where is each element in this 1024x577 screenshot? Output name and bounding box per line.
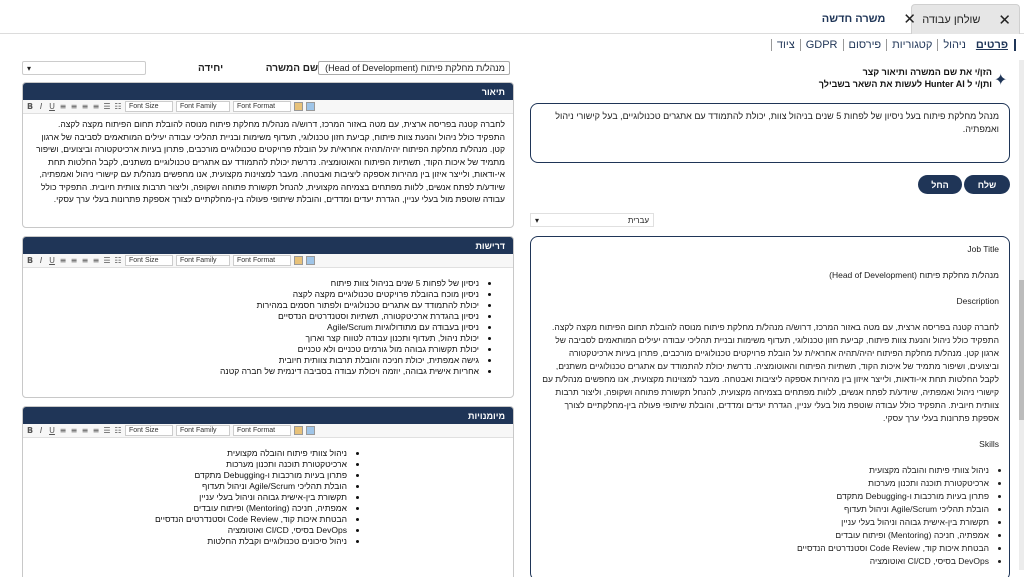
sparkle-icon: ✦ (994, 70, 1008, 89)
tab-new-job-label: משרה חדשה (821, 13, 886, 25)
unit-select[interactable] (22, 61, 146, 75)
tab-management[interactable]: ניהול (937, 39, 971, 51)
list-item: • הובלת תהליכי Agile/Scrum וניהול תעדוף (29, 481, 347, 492)
output-skills-label: Skills (979, 439, 999, 449)
tab-gdpr[interactable]: GDPR (800, 39, 843, 51)
skills-list (29, 448, 373, 547)
align-left-icon[interactable]: ≡ (59, 102, 67, 111)
list-item: • גישה אמפתית, יכולת חניכה והובלת תרבות צוותית חיובית (29, 355, 479, 366)
align-right-icon[interactable]: ≡ (81, 426, 89, 435)
editor-toolbar (23, 254, 513, 268)
job-name-label: שם המשרה (265, 62, 318, 74)
font-size-select[interactable]: Font Size (125, 101, 173, 112)
align-center-icon[interactable]: ≡ (70, 102, 78, 111)
ai-instructions (819, 66, 992, 90)
list-item: • הבטחת איכות קוד, Code Review וסטנדרטים הנדסיים (29, 514, 347, 525)
italic-icon[interactable]: I (39, 256, 43, 265)
underline-icon[interactable]: U (49, 256, 55, 265)
align-right-icon[interactable]: ≡ (81, 102, 89, 111)
output-title-value: מנהל/ת מחלקת פיתוח (Head of Development) (829, 270, 999, 280)
bullet-list-icon[interactable]: ☰ (103, 256, 111, 265)
number-list-icon[interactable]: ☷ (114, 426, 122, 435)
justify-icon[interactable]: ≡ (92, 256, 100, 265)
color-picker-icon[interactable] (294, 256, 303, 265)
font-family-select[interactable]: Font Family (176, 101, 230, 112)
list-item: • אחריות אישית גבוהה, יוזמה ויכולת עבודה בסביבה דינמית של חברה קטנה (29, 366, 479, 377)
description-title: תיאור (23, 83, 513, 100)
list-item: • ניהול צוותי פיתוח והובלה מקצועית (29, 448, 347, 459)
list-item: • ניהול צוותי פיתוח והובלה מקצועית (541, 464, 989, 477)
list-item: • הובלת תהליכי Agile/Scrum וניהול תעדוף (541, 503, 989, 516)
window-tab-bar (0, 0, 1024, 34)
tab-workspace[interactable] (911, 4, 1020, 34)
list-item: • ניסיון בעבודה עם מתודולוגיות Agile/Scrum (29, 322, 479, 333)
align-right-icon[interactable]: ≡ (81, 256, 89, 265)
list-item: • ניסיון בהגדרת ארכיטקטורה, תשתיות וסטנדרטים הנדסיים (29, 311, 479, 322)
italic-icon[interactable]: I (39, 102, 43, 111)
align-center-icon[interactable]: ≡ (70, 256, 78, 265)
apply-button[interactable]: החל (918, 175, 962, 194)
font-format-select[interactable]: Font Format (233, 101, 291, 112)
output-skills-list (541, 464, 999, 568)
italic-icon[interactable]: I (39, 426, 43, 435)
list-item: • אמפתיה, חניכה (Mentoring) ופיתוח עובדים (29, 503, 347, 514)
font-family-select[interactable]: Font Family (176, 255, 230, 266)
requirements-panel (22, 236, 514, 398)
number-list-icon[interactable]: ☷ (114, 102, 122, 111)
bullet-list-icon[interactable]: ☰ (103, 102, 111, 111)
language-value: עברית (627, 215, 649, 225)
justify-icon[interactable]: ≡ (92, 102, 100, 111)
skills-editor[interactable] (23, 438, 513, 577)
image-icon[interactable] (306, 426, 315, 435)
font-size-select[interactable]: Font Size (125, 425, 173, 436)
list-item: • פתרון בעיות מורכבות ו-Debugging מתקדם (29, 470, 347, 481)
list-item: • ניסיון של לפחות 5 שנים בניהול צוות פיתוח (29, 278, 479, 289)
chevron-down-icon: ▾ (27, 63, 32, 73)
editor-toolbar (23, 424, 513, 438)
tab-workspace-label: שולחן עבודה (922, 13, 981, 26)
requirements-editor[interactable] (23, 268, 513, 396)
font-size-select[interactable]: Font Size (125, 255, 173, 266)
ai-line-2: ותן/י ל Hunter AI לעשות את השאר בשבילך (818, 79, 992, 89)
job-name-row (230, 60, 510, 76)
tab-publishing[interactable]: פירסום (843, 39, 887, 51)
font-format-select[interactable]: Font Format (233, 425, 291, 436)
bold-icon[interactable]: B (26, 256, 34, 265)
list-item: • הבטחת איכות קוד, Code Review וסטנדרטים הנדסיים (541, 542, 989, 555)
section-tabs (771, 34, 1016, 56)
tab-categories[interactable]: קטגוריות (886, 39, 937, 51)
description-panel (22, 82, 514, 228)
bullet-list-icon[interactable]: ☰ (103, 426, 111, 435)
align-left-icon[interactable]: ≡ (59, 426, 67, 435)
image-icon[interactable] (306, 256, 315, 265)
requirements-list (29, 278, 505, 377)
align-left-icon[interactable]: ≡ (59, 256, 67, 265)
list-item: • ניסיון מוכח בהובלת פרויקטים טכנולוגיים מקצה לקצה (29, 289, 479, 300)
ai-output[interactable] (530, 236, 1010, 577)
unit-label-wrap (198, 60, 230, 76)
list-item: • אמפתיה, חניכה (Mentoring) ופיתוח עובדים (541, 529, 989, 542)
skills-panel (22, 406, 514, 577)
justify-icon[interactable]: ≡ (92, 426, 100, 435)
skills-title: מיומנויות (23, 407, 513, 424)
list-item: • DevOps בסיסי, CI/CD ואוטומציה (29, 525, 347, 536)
font-family-select[interactable]: Font Family (176, 425, 230, 436)
align-center-icon[interactable]: ≡ (70, 426, 78, 435)
unit-label: יחידה (198, 62, 224, 74)
job-name-input[interactable]: מנהל/ת מחלקת פיתוח (Head of Development) (318, 61, 510, 75)
send-button[interactable]: שלח (964, 175, 1010, 194)
number-list-icon[interactable]: ☷ (114, 256, 122, 265)
bold-icon[interactable]: B (26, 102, 34, 111)
ai-prompt-input[interactable]: מנהל מחלקת פיתוח בעל ניסיון של לפחות 5 שנים בניהול צוות, יכולת להתמודד עם אתגרים טכנולוגיים, בעל קישורי ניהול ואמפתיה. (530, 103, 1010, 163)
color-picker-icon[interactable] (294, 426, 303, 435)
list-item: • פתרון בעיות מורכבות ו-Debugging מתקדם (541, 490, 989, 503)
list-item: • תקשורת בין-אישית גבוהה וניהול בעלי עניין (29, 492, 347, 503)
list-item: • ארכיטקטורת תוכנה ותכנון מערכות (29, 459, 347, 470)
close-icon[interactable]: ✕ (998, 11, 1011, 29)
ai-line-1: הזן/י את שם המשרה ותיאור קצר (862, 67, 992, 77)
output-desc-value: לחברה קטנה בפריסה ארצית, עם מטה באזור המרכז, דרוש/ה מנהל/ת מחלקת פיתוח מנוסה להובלת תחום הפיתוח מקצה לקצה. התפקיד כולל ניהול והנעת צוות פיתוח, קביעת חזון טכנולוגי, תעדוף משימות ובניית תהליכי עבודה יעילים המותאמים לסביבה של ארגון קטן. מנהל/ת מחלקת הפיתוח יהיה/תהיה אחראי/ת על הובלת פרויקטים טכנולוגיים מורכבים, פתרון בעיות ארכיטקטורה וביצועים, ושיפור מתמיד של איכות הקוד, תשתיות הפיתוח והאוטומציה. נדרשת יכולת להתמודד עם אתגרים טכנולוגיים משתנים, לקבל החלטות תחת אי-ודאות, ולייצר איזון בין מהירות אספקה ליציבות ואבטחה. מעבר למצוינות מקצועית, אנו מחפשים מנהל/ת עם קישורי ניהול ואמפתיה, שיודע/ת לפתח אנשים, ללוות מפתחים בצמיחה מקצועית, להנחל תקשורת פתוחה ושקופה, וליצור תרבות צוותית חיובית. התפקיד כולל עבודה שוטפת מול בעלי עניין, הגדרת יעדים ומדדים, והובלת שיתופי פעולה בין-מחלקתיים לצורך אספקת פתרונות בעלי ערך עסקי. (542, 322, 999, 423)
editor-toolbar (23, 100, 513, 114)
description-editor[interactable]: לחברה קטנה בפריסה ארצית, עם מטה באזור המרכז, דרוש/ה מנהל/ת מחלקת פיתוח מנוסה להובלת תחום הפיתוח מקצה לקצה. התפקיד כולל ניהול והנעת צוות פיתוח, קביעת חזון טכנולוגי, תעדוף משימות ובניית תהליכי עבודה יעילים המותאמים לסביבה של ארגון קטן. מנהל/ת מחלקת הפיתוח יהיה/תהיה אחראי/ת על הובלת פרויקטים טכנולוגיים מורכבים, פתרון בעיות ארכיטקטורה וביצועים, ושיפור מתמיד של איכות הקוד, תשתיות הפיתוח והאוטומציה. נדרשת יכולת להתמודד עם אתגרים טכנולוגיים משתנים, לקבל החלטות תחת אי-ודאות, ולייצר איזון בין מהירות אספקה ליציבות ואבטחה. מעבר למצוינות מקצועית, אנו מחפשים מנהל/ת עם קישורי ניהול ואמפתיה, שיודע/ת לפתח אנשים, ללוות מפתחים בצמיחה מקצועית, להנחל תקשורת פתוחה ושקופה, וליצור תרבות צוותית חיובית. התפקיד כולל עבודה שוטפת מול בעלי עניין, הגדרת יעדים ומדדים, והובלת שיתופי פעולה בין-מחלקתיים לצורך אספקת פתרונות בעלי ערך עסקי. (36, 119, 505, 204)
underline-icon[interactable]: U (49, 426, 55, 435)
list-item: • ניהול סיכונים טכנולוגיים וקבלת החלטות (29, 536, 347, 547)
output-desc-label: Description (956, 296, 999, 306)
language-select[interactable] (530, 213, 654, 227)
scrollbar-thumb[interactable] (1019, 280, 1024, 420)
close-icon[interactable]: ✕ (903, 11, 916, 28)
tab-equipment[interactable]: ציוד (771, 39, 800, 51)
list-item: • יכולת ניהול, תעדוף ותכנון עבודה לטווח קצר וארוך (29, 333, 479, 344)
list-item: • DevOps בסיסי, CI/CD ואוטומציה (541, 555, 989, 568)
underline-icon[interactable]: U (49, 102, 55, 111)
chevron-down-icon: ▾ (535, 215, 540, 225)
tab-details[interactable]: פרטים (971, 39, 1016, 51)
list-item: • ארכיטקטורת תוכנה ותכנון מערכות (541, 477, 989, 490)
list-item: • תקשורת בין-אישית גבוהה וניהול בעלי עניין (541, 516, 989, 529)
requirements-title: דרישות (23, 237, 513, 254)
list-item: • יכולת להתמודד עם אתגרים טכנולוגיים ולפתור חסמים במהירות (29, 300, 479, 311)
list-item: • יכולת תקשורת גבוהה מול גורמים טכניים ולא טכניים (29, 344, 479, 355)
color-picker-icon[interactable] (294, 102, 303, 111)
output-title-label: Job Title (967, 244, 999, 254)
image-icon[interactable] (306, 102, 315, 111)
bold-icon[interactable]: B (26, 426, 34, 435)
font-format-select[interactable]: Font Format (233, 255, 291, 266)
tab-new-job[interactable] (812, 4, 924, 34)
